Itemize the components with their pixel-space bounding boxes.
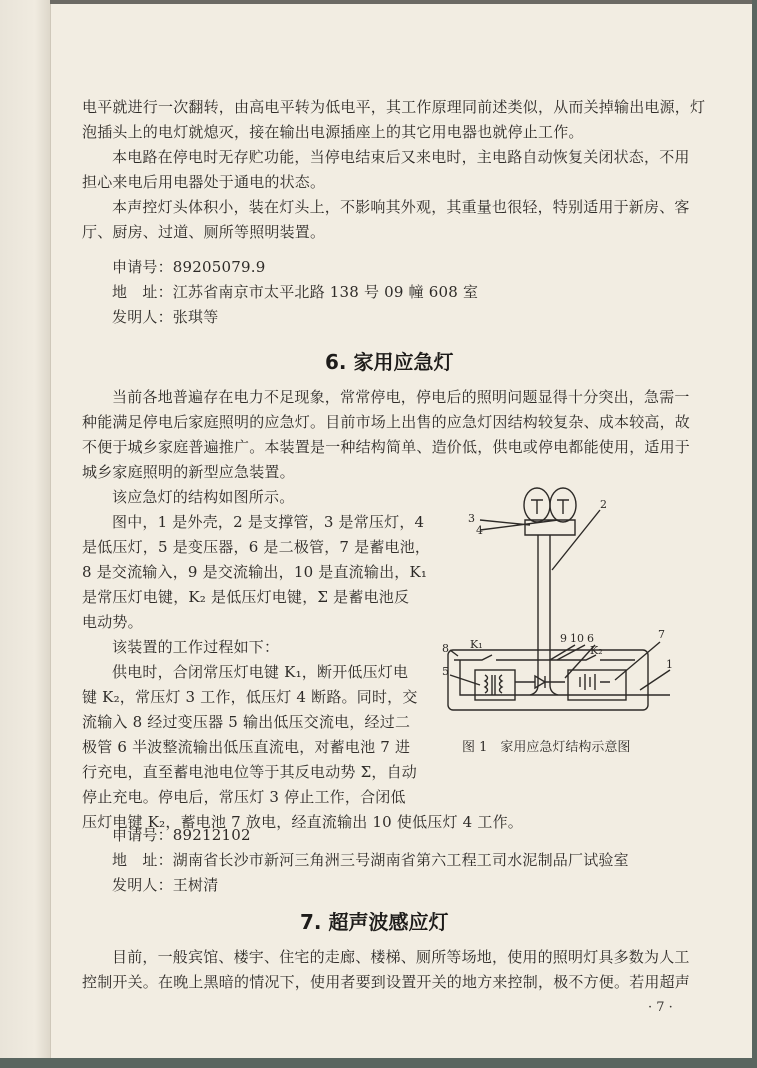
inventor: 发明人：王树清	[112, 876, 219, 894]
text-line: 行充电，直至蓄电池电位等于其反电动势 Σ，自动	[82, 763, 417, 781]
label-5: 5	[442, 665, 449, 678]
label-6: 6	[587, 632, 594, 645]
text-line: 泡插头上的电灯就熄灭，接在输出电源插座上的其它用电器也就停止工作。	[82, 123, 584, 141]
inventor: 发明人：张琪等	[112, 308, 219, 326]
patent-info-1	[112, 255, 478, 330]
text-line: 压灯电键 K₂，蓄电池 7 放电，经直流输出 10 使低压灯 4 工作。	[82, 813, 523, 831]
text-line: 供电时，合闭常压灯电键 K₁，断开低压灯电	[112, 663, 409, 681]
text-line: 不便于城乡家庭普遍推广。本装置是一种结构简单、造价低，供电或停电都能使用，适用于	[82, 438, 691, 456]
application-number: 申请号：89212102	[112, 826, 251, 844]
figure-caption: 图 1 家用应急灯结构示意图	[462, 740, 631, 755]
label-1: 1	[666, 658, 673, 671]
text-line: 目前，一般宾馆、楼宇、住宅的走廊、楼梯、厕所等场地，使用的照明灯具多数为人工	[112, 948, 690, 966]
label-7: 7	[658, 628, 665, 641]
label-k2: K₂	[590, 644, 603, 657]
label-4: 4	[476, 524, 483, 537]
text-line: 控制开关。在晚上黑暗的情况下，使用者要到设置开关的地方来控制，极不方便。若用超声	[82, 973, 691, 991]
text-line: 图中，1 是外壳，2 是支撑管，3 是常压灯，4	[112, 513, 425, 531]
label-10: 10	[570, 632, 584, 645]
address: 地 址：江苏省南京市太平北路 138 号 09 幢 608 室	[112, 283, 479, 301]
text-line: 厅、厨房、过道、厕所等照明装置。	[82, 223, 326, 241]
text-line: 流输入 8 经过变压器 5 输出低压交流电，经过二	[82, 713, 411, 731]
text-line: 当前各地普遍存在电力不足现象，常常停电，停电后的照明问题显得十分突出，急需一	[112, 388, 690, 406]
top-edge-shadow	[50, 0, 752, 4]
section-7-body	[82, 945, 690, 995]
text-line: 城乡家庭照明的新型应急装置。	[82, 463, 295, 481]
address: 地 址：湖南省长沙市新河三角洲三号湖南省第六工程工司水泥制品厂试验室	[112, 851, 629, 869]
text-line: 电平就进行一次翻转，由高电平转为低电平，其工作原理同前述类似，从而关掉输出电源，灯	[82, 98, 706, 116]
text-line: 是低压灯，5 是变压器，6 是二极管，7 是蓄电池，	[82, 538, 431, 556]
label-8: 8	[442, 642, 449, 655]
text-line: 电动势。	[82, 613, 143, 631]
text-line: 该应急灯的结构如图所示。	[112, 488, 295, 506]
label-2: 2	[600, 498, 607, 511]
intro-paragraph-1	[82, 95, 705, 245]
text-line: 停止充电。停电后，常压灯 3 停止工作，合闭低	[82, 788, 406, 806]
text-line: 本电路在停电时无存贮功能，当停电结束后又来电时，主电路自动恢复关闭状态，不用	[112, 148, 690, 166]
text-line: 该装置的工作过程如下：	[112, 638, 280, 656]
page-number: · 7 ·	[648, 1000, 673, 1015]
label-3: 3	[468, 512, 475, 525]
text-line: 极管 6 半波整流输出低压直流电，对蓄电池 7 进	[82, 738, 411, 756]
label-9: 9	[560, 632, 567, 645]
text-line: 种能满足停电后家庭照明的应急灯。目前市场上出售的应急灯因结构较复杂、成本较高，故	[82, 413, 691, 431]
emergency-lamp-diagram	[440, 470, 680, 750]
patent-info-2	[112, 823, 629, 898]
book-binding	[0, 0, 51, 1058]
section-6-title: 6. 家用应急灯	[325, 350, 454, 374]
label-k1: K₁	[470, 638, 483, 651]
section-7-title: 7. 超声波感应灯	[300, 910, 449, 934]
text-line: 担心来电后用电器处于通电的状态。	[82, 173, 326, 191]
text-line: 是常压灯电键，K₂ 是低压灯电键，Σ 是蓄电池反	[82, 588, 410, 606]
text-line: 键 K₂，常压灯 3 工作，低压灯 4 断路。同时，交	[82, 688, 418, 706]
text-line: 本声控灯头体积小，装在灯头上，不影响其外观，其重量也很轻，特别适用于新房、客	[112, 198, 690, 216]
text-line: 8 是交流输入，9 是交流输出，10 是直流输出，K₁	[82, 563, 428, 581]
application-number: 申请号：89205079.9	[112, 258, 266, 276]
